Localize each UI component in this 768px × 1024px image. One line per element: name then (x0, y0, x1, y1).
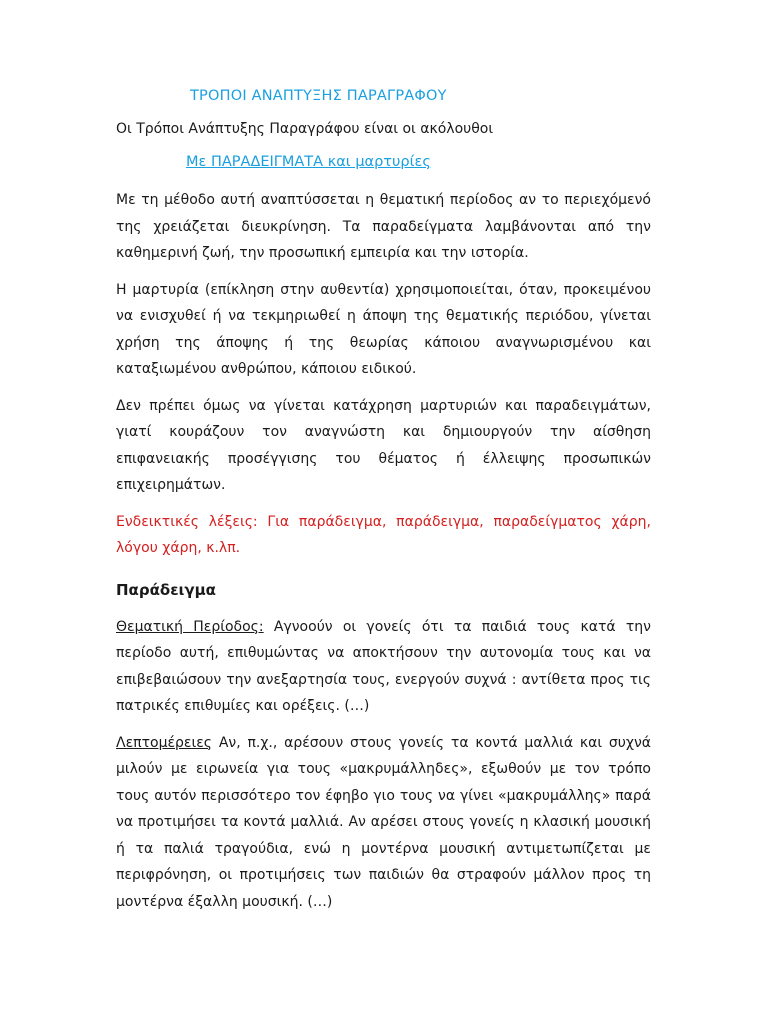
example-details-label: Λεπτομέρειες (116, 734, 213, 751)
example-details-text: Αν, π.χ., αρέσουν στους γονείς τα κοντά μαλλιά και συχνά μιλούν με ειρωνεία για τους «μακρυμάλληδες», εξωθούν με τον τρόπο τους αυτόν περισσότερο τον έφηβο γιο τους να γίνει «μακρυμάλλης» παρά να προτιμήσει τα κοντά μαλλιά. Αν αρέσει στους γονείς η κλασική μουσική ή τα παλιά τραγούδια, ενώ η μοντέρνα μουσική αντιμετωπίζεται με περιφρόνηση, οι προτιμήσεις των παιδιών θα στραφούν μάλλον προς τη μοντέρνα έξαλλη μουσική. (…) (116, 734, 651, 910)
paragraph-method: Με τη μέθοδο αυτή αναπτύσσεται η θεματική περίοδος αν το περιεχόμενό της χρειάζεται διευκρίνηση. Τα παραδείγματα λαμβάνονται από την καθημερινή ζωή, την προσωπική εμπειρία και την ιστορία. (116, 192, 651, 261)
keywords-line: Ενδεικτικές λέξεις: Για παράδειγμα, παράδειγμα, παραδείγματος χάρη, λόγου χάρη, κ.λπ. (116, 513, 651, 556)
example-topic-label: Θεματική Περίοδος: (116, 618, 264, 635)
intro-line: Οι Τρόποι Ανάπτυξης Παραγράφου είναι οι ακόλουθοι (116, 121, 494, 137)
example-topic-paragraph (116, 614, 651, 720)
example-details-paragraph (116, 730, 651, 916)
section-subheading: Με ΠΑΡΑΔΕΙΓΜΑΤΑ και μαρτυρίες (186, 154, 431, 170)
example-heading: Παράδειγμα (116, 580, 216, 599)
paragraph-testimony: Η μαρτυρία (επίκληση στην αυθεντία) χρησιμοποιείται, όταν, προκειμένου να ενισχυθεί ή να τεκμηριωθεί η άποψη της θεματικής περιόδου, γίνεται χρήση της άποψης ή της θεωρίας κάποιου αναγνωρισμένου και καταξιωμένου ανθρώπου, κάποιου ειδικού. (116, 281, 651, 377)
document-page (116, 84, 651, 915)
document-title: ΤΡΟΠΟΙ ΑΝΑΠΤΥΞΗΣ ΠΑΡΑΓΡΑΦΟΥ (190, 88, 447, 104)
paragraph-overuse-warning: Δεν πρέπει όμως να γίνεται κατάχρηση μαρτυριών και παραδειγμάτων, γιατί κουράζουν τον αναγνώστη και δημιουργούν την αίσθηση επιφανειακής προσέγγισης του θέματος ή έλλειψης προσωπικών επιχειρημάτων. (116, 397, 651, 493)
example-topic-text: Αγνοούν οι γονείς ότι τα παιδιά τους κατά την περίοδο αυτή, επιθυμώντας να αποκτήσουν την αυτονομία τους και να επιβεβαιώσουν την ανεξαρτησία τους, ενεργούν συχνά : αντίθετα προς τις πατρικές επιθυμίες και ορέξεις. (…) (116, 618, 652, 714)
